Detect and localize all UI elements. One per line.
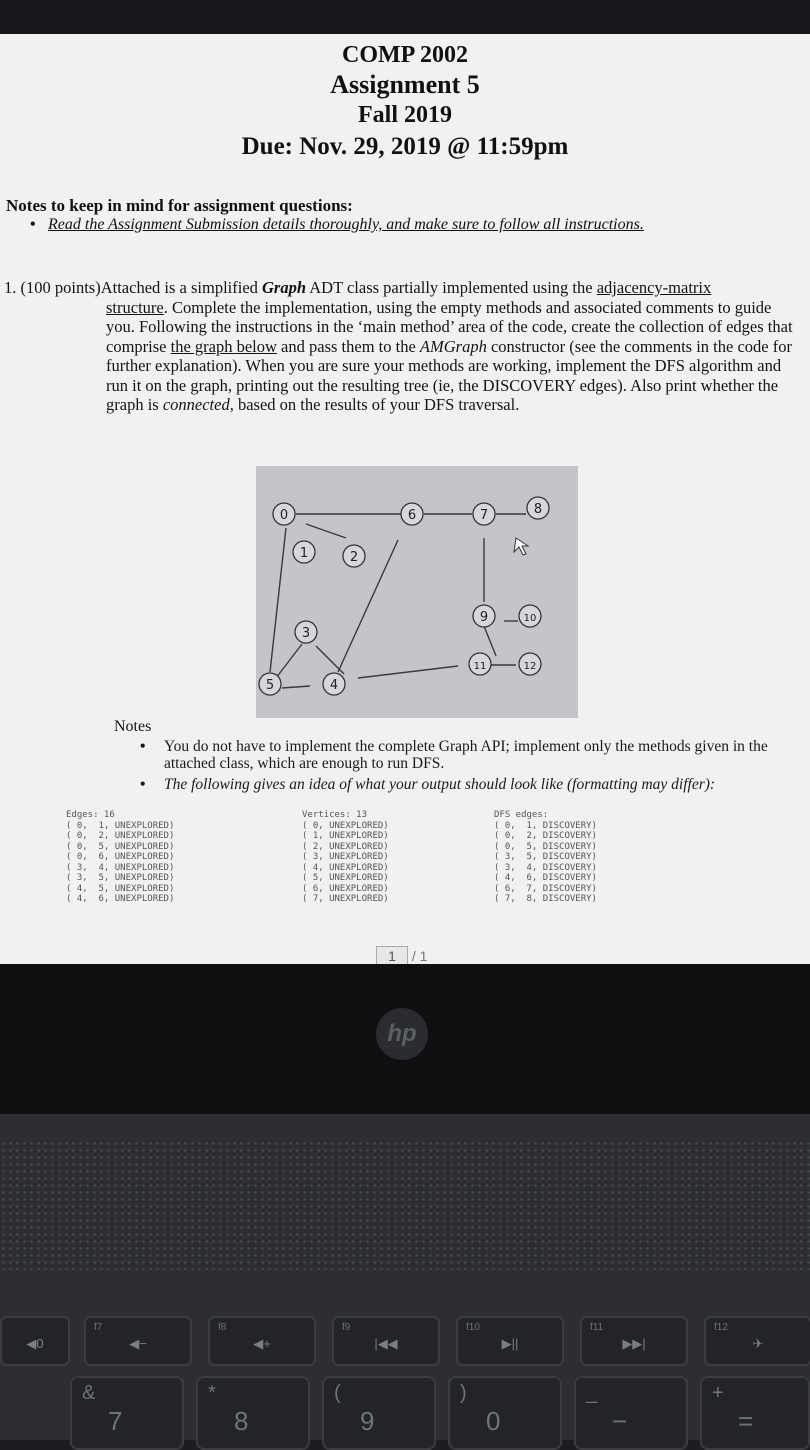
- function-key[interactable]: [456, 1316, 564, 1366]
- function-key[interactable]: [704, 1316, 810, 1366]
- key-shift-label: (: [334, 1382, 341, 1404]
- output-line: ( 1, UNEXPLORED): [302, 831, 389, 841]
- question-text: ADT class partially implemented using the: [306, 278, 597, 297]
- page-total: / 1: [411, 948, 428, 964]
- graph-drawing: [256, 466, 578, 718]
- number-key[interactable]: [574, 1376, 688, 1450]
- graph-node-label: 7: [479, 508, 489, 523]
- submission-note: Read the Assignment Submission details thoroughly, and make sure to follow all instructions.: [48, 216, 644, 233]
- output-line: ( 6, 7, DISCOVERY): [494, 883, 597, 894]
- page-number-input[interactable]: 1: [376, 946, 408, 966]
- media-icon: ▶||: [501, 1336, 519, 1351]
- notes2-item: [140, 776, 780, 793]
- key-shift-label: ): [460, 1382, 467, 1404]
- output-line: ( 0, 1, UNEXPLORED): [66, 820, 175, 831]
- output-line: ( 0, 5, DISCOVERY): [494, 841, 597, 852]
- vertices-output: [302, 810, 389, 905]
- key-label: f8: [218, 1322, 227, 1333]
- page-indicator: [376, 946, 427, 966]
- question-text: . Complete the implementation, using the empty methods and associated comments to guide you. Following the instructions in the ‘main method’ area of the code, create the collection of edges that comprise: [106, 297, 793, 356]
- output-line: ( 6, UNEXPLORED): [302, 883, 389, 894]
- notes2-list: [140, 738, 780, 797]
- output-line: ( 5, UNEXPLORED): [302, 873, 389, 883]
- graph-figure: [256, 466, 578, 718]
- graph-node-label: 8: [533, 502, 543, 517]
- key-shift-label: &: [82, 1382, 96, 1404]
- edge: [270, 528, 286, 672]
- number-key[interactable]: [196, 1376, 310, 1450]
- media-icon: ▶▶|: [622, 1336, 646, 1351]
- graph-below-ref: the graph below: [170, 336, 277, 356]
- number-key[interactable]: [322, 1376, 436, 1450]
- notes2-title: Notes: [114, 718, 152, 735]
- key-shift-label: +: [712, 1382, 724, 1404]
- function-key[interactable]: [208, 1316, 316, 1366]
- edge: [306, 524, 346, 538]
- graph-node-label: 9: [479, 610, 489, 625]
- top-bezel: [0, 0, 810, 34]
- output-line: ( 0, 1, DISCOVERY): [494, 820, 597, 831]
- output-line: ( 3, 5, DISCOVERY): [494, 852, 597, 862]
- edge: [484, 626, 496, 656]
- output-line: ( 2, UNEXPLORED): [302, 841, 389, 852]
- notes2-item-text: You do not have to implement the complete Graph API; implement only the methods given in the attached class, which are enough to run DFS.: [164, 738, 768, 772]
- function-key[interactable]: [84, 1316, 192, 1366]
- function-key[interactable]: [0, 1316, 70, 1366]
- dfs-header: DFS edges:: [494, 810, 549, 820]
- key-label: 7: [108, 1406, 123, 1436]
- key-label: 9: [360, 1406, 375, 1436]
- notes2-item-text: The following gives an idea of what your output should look like (formatting may differ):: [164, 776, 716, 793]
- output-line: ( 0, 6, UNEXPLORED): [66, 852, 175, 862]
- media-icon: ◀+: [253, 1336, 271, 1351]
- adjacency-term: adjacency-matrix: [596, 278, 712, 297]
- graph-node-label: 0: [279, 508, 289, 523]
- media-icon: ◀−: [129, 1336, 147, 1351]
- graph-node-label: 4: [329, 678, 339, 693]
- graph-node-label: 11: [473, 661, 487, 672]
- output-line: ( 0, UNEXPLORED): [302, 820, 389, 831]
- output-line: ( 3, 4, UNEXPLORED): [66, 862, 175, 873]
- key-label: f7: [94, 1322, 103, 1333]
- edge: [358, 666, 458, 678]
- bullet-icon: •: [140, 738, 146, 755]
- cursor-icon: [514, 538, 528, 555]
- amgraph-term: AMGraph: [419, 336, 487, 356]
- edges-output: [66, 810, 174, 905]
- vertices-header: Vertices: 13: [302, 810, 368, 820]
- document-header: [0, 40, 810, 164]
- key-label: =: [738, 1406, 754, 1436]
- key-label: f12: [714, 1322, 728, 1333]
- question-text: , based on the results of your DFS traversal.: [229, 395, 520, 414]
- output-line: ( 3, 4, DISCOVERY): [494, 862, 597, 873]
- media-icon: |◀◀: [374, 1336, 398, 1351]
- key-shift-label: _: [586, 1382, 598, 1404]
- graph-node-label: 2: [349, 550, 359, 565]
- output-line: ( 7, 8, DISCOVERY): [494, 894, 597, 904]
- graph-node-label: 5: [265, 678, 275, 693]
- hp-logo: hp: [376, 1008, 428, 1060]
- course-code: COMP 2002: [342, 42, 468, 68]
- notes2-item: [140, 738, 780, 772]
- function-key[interactable]: [580, 1316, 688, 1366]
- output-line: ( 0, 2, UNEXPLORED): [66, 831, 175, 841]
- due-date: Due: Nov. 29, 2019 @ 11:59pm: [241, 133, 569, 160]
- question-body: [106, 298, 796, 415]
- key-label: f9: [342, 1322, 351, 1333]
- graph-word: Graph: [262, 278, 307, 297]
- key-label: f10: [466, 1322, 480, 1333]
- key-label: 0: [486, 1406, 501, 1436]
- number-key[interactable]: [448, 1376, 562, 1450]
- number-key[interactable]: [70, 1376, 184, 1450]
- graph-node-label: 10: [523, 613, 537, 624]
- edge: [276, 644, 302, 678]
- graph-node-label: 12: [523, 661, 537, 672]
- dfs-output: [494, 810, 597, 905]
- output-line: ( 7, UNEXPLORED): [302, 894, 389, 904]
- question-text: Attached is a simplified: [100, 278, 263, 297]
- output-line: ( 0, 2, DISCOVERY): [494, 831, 597, 841]
- number-key[interactable]: [700, 1376, 810, 1450]
- output-line: ( 4, UNEXPLORED): [302, 862, 389, 873]
- speaker-grille: [0, 1140, 810, 1270]
- edge: [282, 686, 310, 688]
- key-label: 8: [234, 1406, 249, 1436]
- assignment-title: Assignment 5: [330, 70, 480, 99]
- question-text: constructor (see the comments in the code for further explanation). When you are sure your methods are working, implement the DFS algorithm and run it on the graph, printing out the resulting tree (ie, the DISCOVERY edges). Also print whether the graph is: [106, 336, 792, 414]
- media-icon: ◀0: [26, 1336, 44, 1351]
- media-icon: ✈: [752, 1336, 764, 1351]
- function-key[interactable]: [332, 1316, 440, 1366]
- graph-node-label: 6: [407, 508, 417, 523]
- notes-item: [30, 216, 644, 234]
- key-label: f11: [590, 1322, 604, 1333]
- output-line: ( 3, UNEXPLORED): [302, 852, 389, 862]
- output-line: ( 4, 6, DISCOVERY): [494, 873, 597, 883]
- question-number: 1. (100 points): [4, 278, 101, 297]
- edges-header: Edges: 16: [66, 810, 115, 820]
- key-label: −: [612, 1406, 628, 1436]
- graph-node-label: 1: [299, 546, 309, 561]
- output-line: ( 4, 6, UNEXPLORED): [66, 894, 175, 904]
- edge: [316, 646, 344, 674]
- bullet-icon: •: [140, 776, 146, 793]
- adjacency-term-cont: structure: [106, 297, 164, 317]
- graph-node-label: 3: [301, 626, 311, 641]
- question-first-line: [4, 278, 711, 298]
- term: Fall 2019: [358, 102, 452, 128]
- output-line: ( 4, 5, UNEXPLORED): [66, 883, 175, 894]
- output-line: ( 0, 5, UNEXPLORED): [66, 841, 175, 852]
- notes-title: Notes to keep in mind for assignment questions:: [6, 196, 353, 215]
- key-shift-label: *: [208, 1382, 216, 1404]
- bullet-icon: •: [30, 216, 36, 233]
- question-text: and pass them to the: [276, 336, 420, 356]
- output-line: ( 3, 5, UNEXPLORED): [66, 873, 175, 883]
- connected-term: connected: [162, 395, 230, 414]
